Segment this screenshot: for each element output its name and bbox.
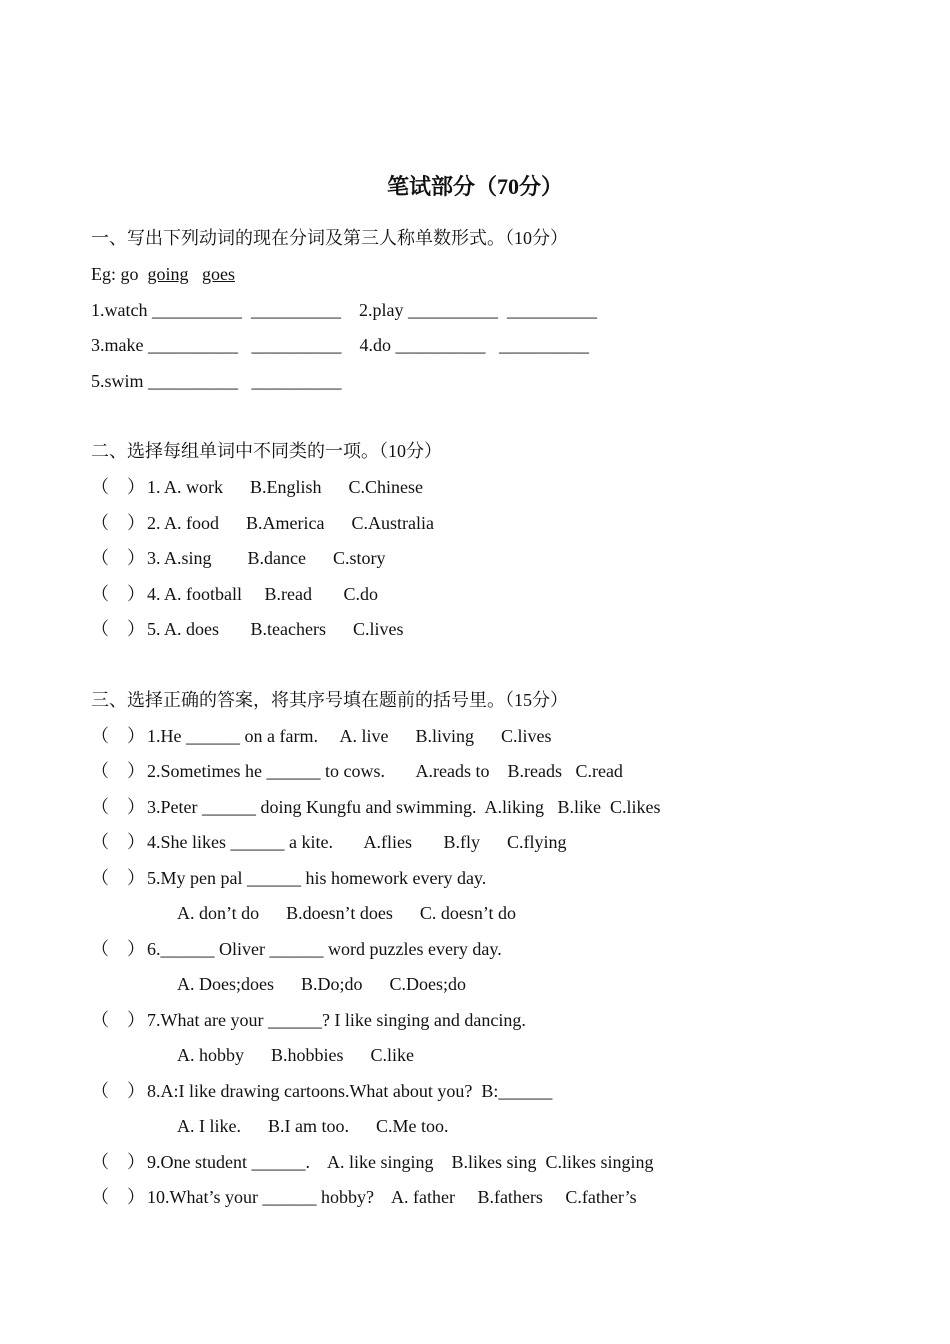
answer-bracket: （ ） <box>91 477 145 497</box>
item-text: 7.What are your ______? I like singing and dancing. <box>147 1010 526 1030</box>
page-title: 笔试部分（70分） <box>386 174 563 199</box>
answer-bracket: （ ） <box>91 797 145 817</box>
item-text: 2. A. food B.America C.Australia <box>147 513 434 533</box>
section1-row: 5.swim __________ __________ <box>91 371 342 391</box>
answer-bracket: （ ） <box>91 1187 145 1207</box>
answer-bracket: （ ） <box>91 513 145 533</box>
answer-bracket: （ ） <box>91 868 145 888</box>
section3-item <box>91 794 660 820</box>
item-text: 9.One student ______. A. like singing B.likes sing C.likes singing <box>147 1152 654 1172</box>
section3-item <box>91 829 566 855</box>
item-text: 6.______ Oliver ______ word puzzles every day. <box>147 939 502 959</box>
item-text: 3.Peter ______ doing Kungfu and swimming. A.liking B.like C.likes <box>147 797 661 817</box>
section2-heading: 二、选择每组单词中不同类的一项。（10分） <box>91 441 442 461</box>
item-text: 3. A.sing B.dance C.story <box>147 548 386 568</box>
answer-bracket: （ ） <box>91 548 145 568</box>
item-text: 4.She likes ______ a kite. A.flies B.fly C.flying <box>147 832 567 852</box>
answer-bracket: （ ） <box>91 939 145 959</box>
section3-item <box>91 936 502 962</box>
section2-item <box>91 545 386 571</box>
section3-options: A. hobby B.hobbies C.like <box>177 1045 414 1065</box>
section2-item <box>91 616 403 642</box>
answer-bracket: （ ） <box>91 619 145 639</box>
section2-item <box>91 510 434 536</box>
item-text: 2.Sometimes he ______ to cows. A.reads to B.reads C.read <box>147 761 623 781</box>
section3-heading: 三、选择正确的答案，将其序号填在题前的括号里。（15分） <box>91 690 568 710</box>
section1-row: 1.watch __________ __________ 2.play __________ __________ <box>91 300 597 320</box>
section3-item <box>91 1149 654 1175</box>
example-prefix: Eg: go <box>91 264 139 284</box>
example-ing: going <box>147 264 189 284</box>
section3-options: A. don’t do B.doesn’t does C. doesn’t do <box>177 903 517 923</box>
answer-bracket: （ ） <box>91 832 145 852</box>
example-s: goes <box>202 264 236 284</box>
answer-bracket: （ ） <box>91 1152 145 1172</box>
item-text: 10.What’s your ______ hobby? A. father B.fathers C.father’s <box>147 1187 637 1207</box>
section3-item <box>91 723 551 749</box>
section3-item <box>91 1007 526 1033</box>
item-text: 5. A. does B.teachers C.lives <box>147 619 404 639</box>
item-text: 1. A. work B.English C.Chinese <box>147 477 424 497</box>
section1-heading: 一、写出下列动词的现在分词及第三人称单数形式。（10分） <box>91 228 568 248</box>
item-text: 8.A:I like drawing cartoons.What about you? B:______ <box>147 1081 553 1101</box>
section3-item <box>91 758 623 784</box>
section3-item <box>91 865 486 891</box>
answer-bracket: （ ） <box>91 726 145 746</box>
item-text: 5.My pen pal ______ his homework every day. <box>147 868 487 888</box>
answer-bracket: （ ） <box>91 1010 145 1030</box>
section1-row: 3.make __________ __________ 4.do __________ __________ <box>91 335 589 355</box>
section3-item <box>91 1184 637 1210</box>
answer-bracket: （ ） <box>91 761 145 781</box>
item-text: 1.He ______ on a farm. A. live B.living C.lives <box>147 726 552 746</box>
section1-example <box>91 261 235 287</box>
answer-bracket: （ ） <box>91 584 145 604</box>
item-text: 4. A. football B.read C.do <box>147 584 378 604</box>
section2-item <box>91 581 378 607</box>
section3-options: A. I like. B.I am too. C.Me too. <box>177 1116 449 1136</box>
section2-item <box>91 474 423 500</box>
section3-item <box>91 1078 552 1104</box>
section3-options: A. Does;does B.Do;do C.Does;do <box>177 974 466 994</box>
answer-bracket: （ ） <box>91 1081 145 1101</box>
